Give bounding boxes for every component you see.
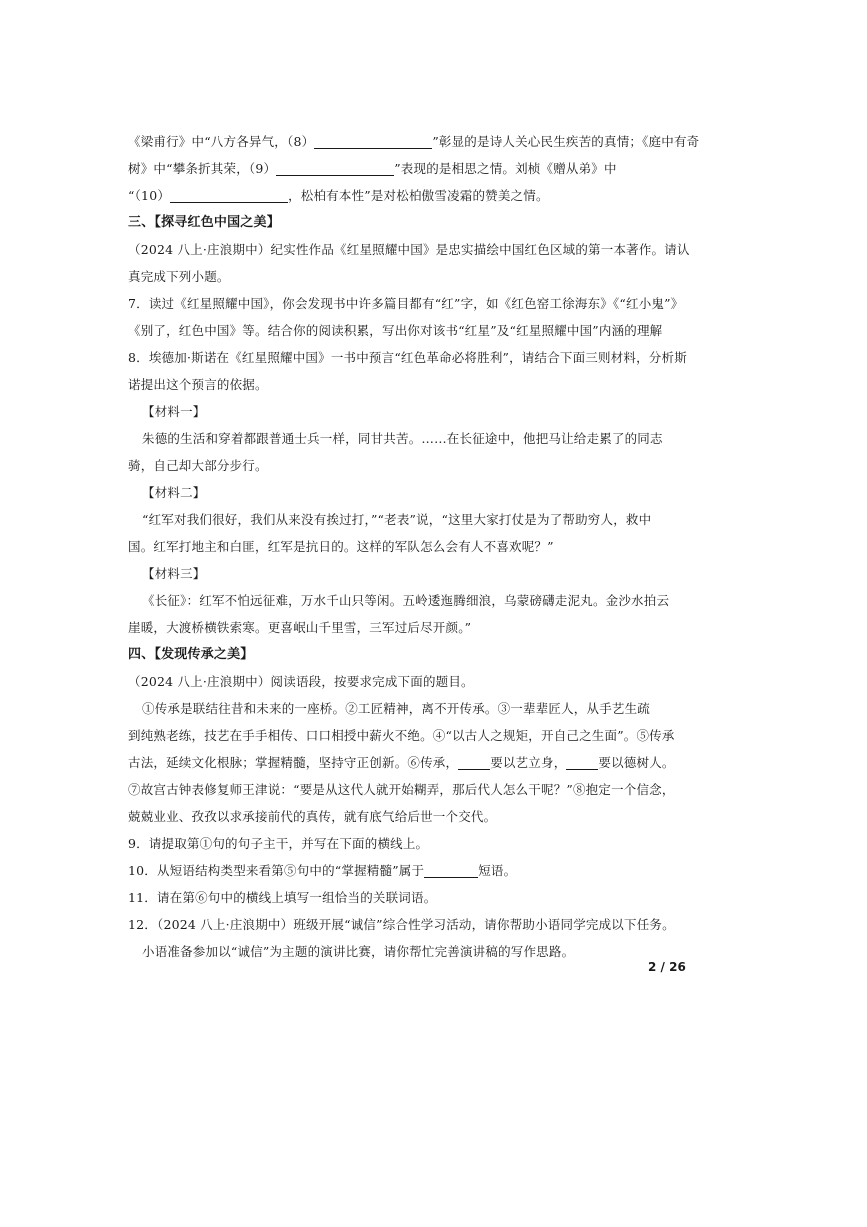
passage-line-3 — [128, 749, 675, 776]
text: 树》中“攀条折其荣， — [128, 161, 249, 176]
question-8-cont: 诺提出这个预言的依据。 — [128, 377, 268, 392]
material-1-text: 朱德的生活和穿着都跟普通士兵一样，同甘共苦。……在长征途中，他把马让给走累了的同志 — [142, 431, 663, 446]
answer-underline — [170, 187, 288, 203]
page-number: 2 / 26 — [648, 960, 686, 974]
text: ”表现的是相思之情。刘桢《赠从弟》中 — [394, 161, 617, 176]
material-3-text: 《长征》：红军不怕远征难，万水千山只等闲。五岭逶迤腾细浪，乌蒙磅礴走泥丸。金沙水拍云 — [142, 593, 670, 608]
text: “ — [128, 188, 135, 203]
material-3-text-cont: 崖暖，大渡桥横铁索寒。更喜岷山千里雪，三军过后尽开颜。” — [128, 620, 472, 635]
conjunction-blank-2[interactable] — [566, 754, 598, 770]
blank-8[interactable] — [287, 134, 432, 149]
material-1-title: 【材料一】 — [142, 404, 206, 419]
section3-heading: 三、【探寻红色中国之美】 — [128, 215, 280, 230]
phrase-type-blank[interactable] — [424, 862, 478, 878]
section3-intro: （2024 八上·庄浪期中）纪实性作品《红星照耀中国》是忠实描绘中国红色区域的第一本著作。请认 — [128, 242, 690, 257]
material-2-text: “红军对我们很好，我们从来没有挨过打，”“老表”说，“这里大家打仗是为了帮助穷人，救中 — [142, 512, 652, 527]
blank-10[interactable] — [135, 188, 288, 203]
text: 《梁甫行》中“八方各异气， — [128, 134, 287, 149]
question-9: 9．请提取第①句的句子主干，并写在下面的横线上。 — [128, 836, 429, 851]
section4-heading: 四、【发现传承之美】 — [128, 647, 254, 662]
section4-intro: （2024 八上·庄浪期中）阅读语段，按要求完成下面的题目。 — [128, 674, 474, 689]
blank-number: （9） — [248, 161, 277, 176]
passage-line-5: 兢兢业业、孜孜以求承接前代的真传，就有底气给后世一个交代。 — [128, 809, 497, 824]
question-7-cont: 《别了，红色中国》等。结合你的阅读积累，写出你对该书“红星”及“红星照耀中国”内涵的理解 — [128, 323, 663, 338]
blank-9[interactable] — [249, 161, 394, 176]
page-content — [128, 128, 700, 965]
question-11: 11．请在第⑥句中的横线上填写一组恰当的关联词语。 — [128, 890, 437, 905]
question-12: 12．（2024 八上·庄浪期中）班级开展“诚信”综合性学习活动，请你帮助小语同学完成以下任务。 — [128, 917, 675, 932]
text: 要以艺立身， — [490, 755, 567, 770]
conjunction-blank-1[interactable] — [458, 754, 490, 770]
material-1-text-cont: 骑，自己却大部分步行。 — [128, 458, 268, 473]
passage-line-4: ⑦故宫古钟表修复师王津说：“要是从这代人就开始糊弄，那后代人怎么干呢？”⑧抱定一个信念， — [128, 782, 675, 797]
text: 古法，延续文化根脉；掌握精髓，坚持守正创新。⑥传承， — [128, 755, 459, 770]
answer-underline — [276, 160, 394, 176]
answer-underline — [314, 133, 432, 149]
blank-number: （8） — [287, 134, 315, 149]
poem-line-3 — [128, 182, 668, 209]
text: 短语。 — [478, 863, 517, 878]
material-2-text-cont: 国。红军打地主和白匪，红军是抗日的。这样的军队怎么会有人不喜欢呢？” — [128, 539, 554, 554]
poem-line-1 — [128, 128, 700, 155]
question-12-task: 小语准备参加以“诚信”为主题的演讲比赛，请你帮忙完善演讲稿的写作思路。 — [142, 944, 575, 959]
question-8: 8．埃德加·斯诺在《红星照耀中国》一书中预言“红色革命必将胜利”，请结合下面三则材料，分析斯 — [128, 350, 687, 365]
material-2-title: 【材料二】 — [142, 485, 206, 500]
section3-intro-cont: 真完成下列小题。 — [128, 269, 230, 284]
text: ”彰显的是诗人关心民生疾苦的真情；《庭中有奇 — [432, 134, 700, 149]
text: 要以德树人。 — [598, 755, 675, 770]
poem-line-2 — [128, 155, 668, 182]
passage-line-1: ①传承是联结往昔和未来的一座桥。②工匠精神，离不开传承。③一辈辈匠人，从手艺生疏 — [142, 701, 651, 716]
text: ，松柏有本性”是对松柏傲雪凌霜的赞美之情。 — [288, 188, 549, 203]
question-7: 7．读过《红星照耀中国》，你会发现书中许多篇目都有“红”字，如《红色窑工徐海东》《“红小鬼”》 — [128, 296, 684, 311]
text: 10．从短语结构类型来看第⑤句中的“掌握精髓”属于 — [128, 863, 425, 878]
blank-number: （10） — [134, 188, 171, 203]
passage-line-2: 到纯熟老练，技艺在手手相传、口口相授中薪火不绝。④“以古人之规矩，开自己之生面”。⑤传承 — [128, 728, 675, 743]
material-3-title: 【材料三】 — [142, 566, 206, 581]
question-10 — [128, 857, 668, 884]
